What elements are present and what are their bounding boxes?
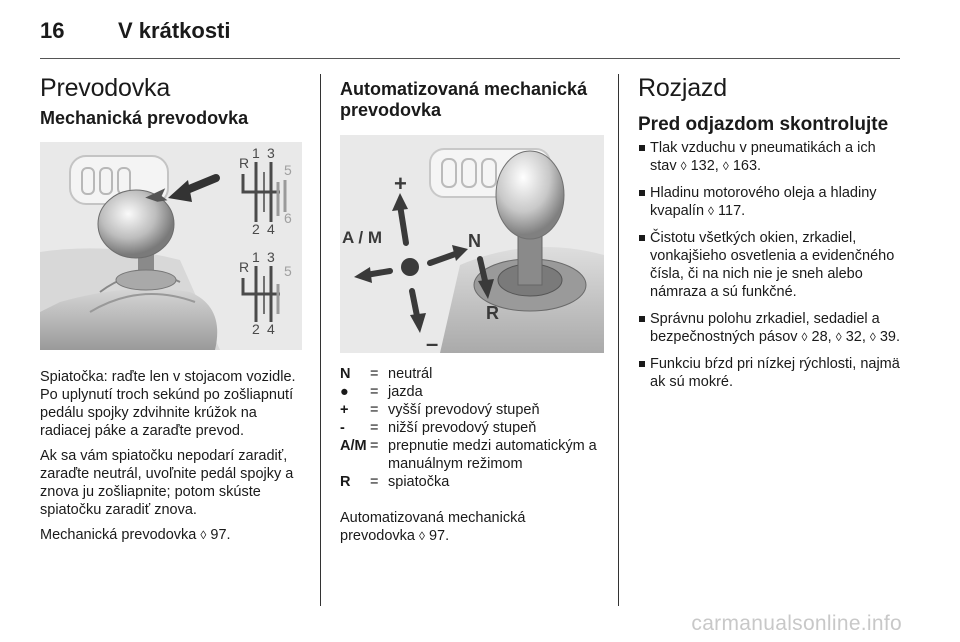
ref-icon: ◊ xyxy=(200,528,207,542)
page-ref-link[interactable]: 97. xyxy=(210,527,231,543)
legend-value: prepnutie medzi automatickým a manuálnym režimom xyxy=(388,438,597,472)
legend-eq: = xyxy=(370,366,379,382)
ref-icon: ◊ xyxy=(801,330,808,344)
list-item: Tlak vzduchu v pneumatikách a ich stav ◊ 132, ◊ 163. xyxy=(638,139,904,175)
page-number: 16 xyxy=(40,18,65,43)
label-n: N xyxy=(468,231,481,251)
gear-top-label-4: 4 xyxy=(267,221,275,237)
column-automated-gearbox xyxy=(340,74,602,545)
list-item: Hladinu motorového oleja a hladiny kvapalín ◊ 117. xyxy=(638,184,904,220)
legend-value: neutrál xyxy=(388,366,433,382)
legend-key: N xyxy=(340,366,351,382)
gear-bottom-label-r: R xyxy=(239,259,250,275)
ref-icon: ◊ xyxy=(708,204,714,218)
para-automated-ref xyxy=(340,509,602,545)
legend-key: - xyxy=(340,420,345,436)
legend-key: ● xyxy=(340,384,349,400)
label-plus: + xyxy=(394,171,407,196)
ref-icon: ◊ xyxy=(869,330,876,344)
section-title: Prevodovka xyxy=(40,74,171,102)
gear-top-label-3: 3 xyxy=(267,145,275,161)
page-ref-link[interactable]: 117. xyxy=(718,203,746,219)
legend-value: vyšší prevodový stupeň xyxy=(388,402,540,418)
ref-icon: ◊ xyxy=(680,159,687,173)
chapter-title: V krátkosti xyxy=(118,18,231,43)
legend-eq: = xyxy=(370,402,379,418)
column-manual-gearbox xyxy=(40,74,302,544)
label-r: R xyxy=(486,303,499,323)
gear-bottom-label-1: 1 xyxy=(252,249,260,265)
section-title xyxy=(340,79,602,121)
list-item: Funkciu bŕzd pri nízkej rýchlosti, najmä ak sú mokré. xyxy=(638,355,904,391)
section-subtitle: Mechanická prevodovka xyxy=(40,108,249,128)
gear-top-label-1: 1 xyxy=(252,145,260,161)
gear-top-label-5: 5 xyxy=(284,162,292,178)
header-rule xyxy=(40,58,900,59)
page-ref-link[interactable]: 28, xyxy=(811,329,832,345)
para-reverse-gear: Spiatočka: raďte len v stojacom vozidle. Po uplynutí troch sekúnd po zošliapnutí pedálu spojky zdvihnite krúžok na radiacej páke a zaraďte prevod. xyxy=(40,369,296,439)
ref-text: Mechanická prevodovka xyxy=(40,527,197,543)
column-divider-2 xyxy=(618,74,619,606)
manual-gearbox-illustration xyxy=(40,142,302,350)
watermark: carmanualsonline.info xyxy=(691,612,902,635)
list-item: Čistotu všetkých okien, zrkadiel, vonkajšieho osvetlenia a evidenčného čísla, či na nich nie je sneh alebo námraza a sú funkčné. xyxy=(638,229,904,301)
gear-bottom-label-3: 3 xyxy=(267,249,275,265)
ref-text: Automatizovaná mechanická prevodovka xyxy=(340,510,526,544)
page-ref-link[interactable]: 39. xyxy=(879,329,901,345)
page-ref-link[interactable]: 132, xyxy=(690,158,719,174)
page-ref-link[interactable]: 97. xyxy=(428,528,450,544)
gear-top-label-6: 6 xyxy=(284,210,292,226)
label-am: A / M xyxy=(342,228,382,247)
legend-key: A/M xyxy=(340,438,367,454)
column-divider-1 xyxy=(320,74,321,606)
ref-icon: ◊ xyxy=(722,159,729,173)
section-title: Rozjazd xyxy=(638,74,727,102)
legend-key: R xyxy=(340,474,351,490)
legend-eq: = xyxy=(370,420,379,436)
section-subtitle: Pred odjazdom skontrolujte xyxy=(638,114,889,135)
label-minus: – xyxy=(426,331,439,353)
ref-icon: ◊ xyxy=(419,529,425,543)
automated-gearbox-figure xyxy=(340,135,604,353)
legend-eq: = xyxy=(370,384,379,400)
ref-icon: ◊ xyxy=(835,330,842,344)
automated-gearbox-illustration xyxy=(340,135,604,353)
checklist xyxy=(638,139,904,391)
para-reverse-retry: Ak sa vám spiatočku nepodarí zaradiť, zaraďte neutrál, uvoľnite pedál spojky a znova ju zošliapnite; potom skúste spiatočku zaradiť znova. xyxy=(40,448,294,518)
gear-bottom-label-4: 4 xyxy=(267,321,275,337)
para-manual-ref xyxy=(40,526,302,544)
shift-legend xyxy=(340,365,602,491)
gear-bottom-label-5: 5 xyxy=(284,263,292,279)
section-title-line1: Automatizovaná mechanická xyxy=(340,79,588,99)
gear-bottom-label-2: 2 xyxy=(252,321,260,337)
column-starting xyxy=(638,74,904,400)
legend-eq: = xyxy=(370,474,379,490)
manual-gearbox-figure xyxy=(40,142,302,350)
page-ref-link[interactable]: 163. xyxy=(732,158,762,174)
list-item: Správnu polohu zrkadiel, sedadiel a bezpečnostných pásov ◊ 28, ◊ 32, ◊ 39. xyxy=(638,310,904,346)
gear-top-label-2: 2 xyxy=(252,221,260,237)
legend-value: nižší prevodový stupeň xyxy=(388,420,537,436)
legend-key: + xyxy=(340,402,349,418)
legend-value: jazda xyxy=(388,384,423,400)
page-ref-link[interactable]: 32, xyxy=(845,329,866,345)
legend-value: spiatočka xyxy=(388,474,450,490)
gear-top-label-r: R xyxy=(239,155,250,171)
legend-eq: = xyxy=(370,438,379,454)
section-title-line2: prevodovka xyxy=(340,100,442,120)
